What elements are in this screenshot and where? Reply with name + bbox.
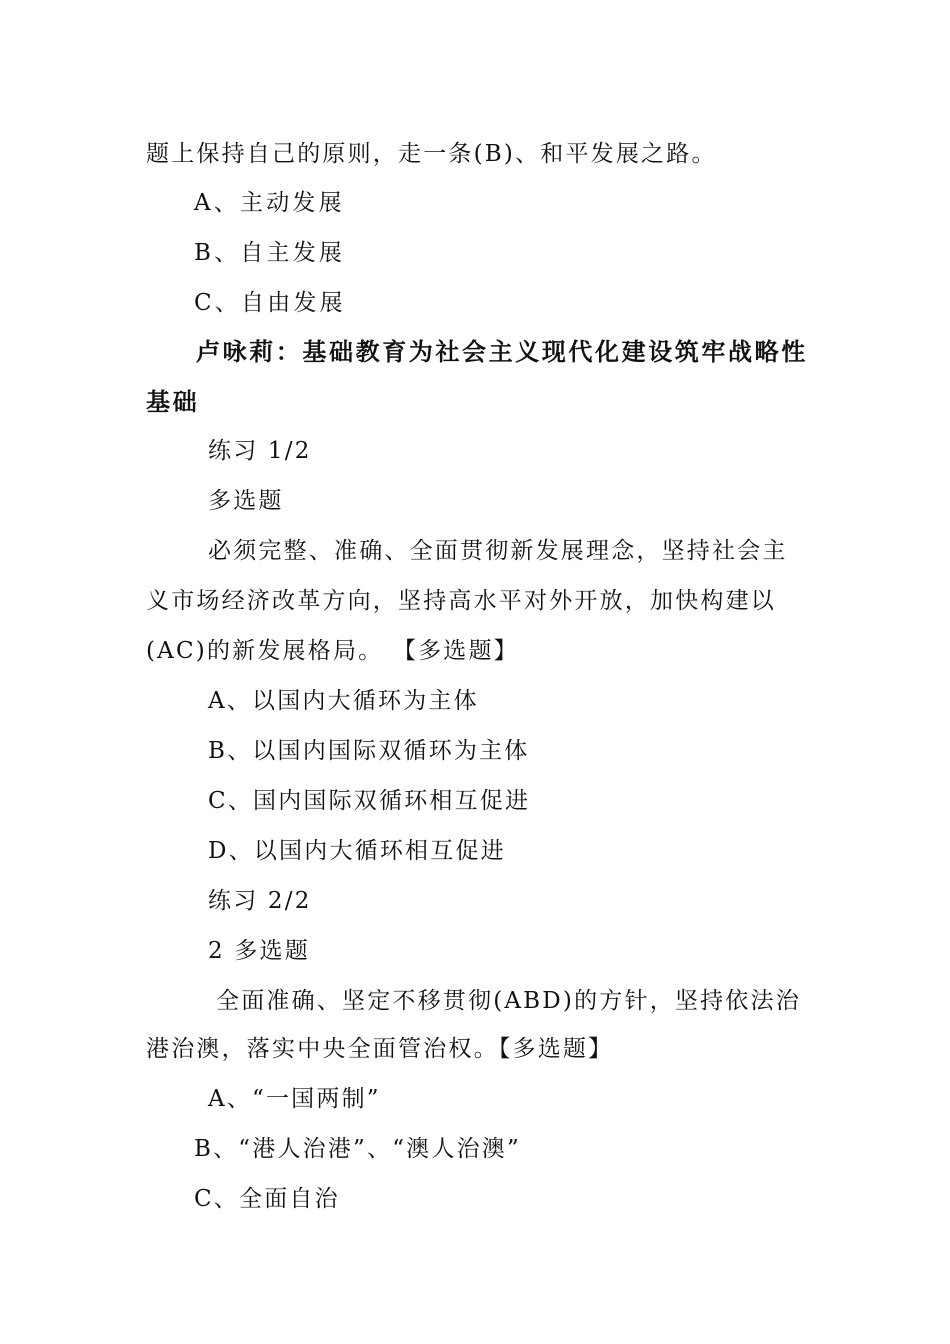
question-text-line-3: (AC)的新发展格局。 【多选题】 bbox=[146, 638, 519, 664]
option-c: C、全面自治 bbox=[194, 1186, 340, 1212]
option-a: A、以国内大循环为主体 bbox=[208, 688, 479, 714]
option-b: B、以国内国际双循环为主体 bbox=[208, 738, 530, 764]
question-type: 多选题 bbox=[208, 488, 284, 514]
exercise-label: 练习 2/2 bbox=[208, 888, 312, 914]
option-b: B、自主发展 bbox=[194, 240, 346, 266]
option-a: A、“一国两制” bbox=[208, 1086, 381, 1112]
section-title-line-2: 基础 bbox=[146, 388, 200, 416]
question-type: 2 多选题 bbox=[208, 938, 310, 964]
question-text-line-1: 全面准确、坚定不移贯彻(ABD)的方针，坚持依法治 bbox=[216, 988, 801, 1014]
question-tail-text: 题上保持自己的原则，走一条(B)、和平发展之路。 bbox=[146, 141, 717, 167]
option-b: B、“港人治港”、“澳人治澳” bbox=[194, 1136, 521, 1162]
question-text-line-1: 必须完整、准确、全面贯彻新发展理念，坚持社会主 bbox=[208, 538, 788, 564]
option-d: D、以国内大循环相互促进 bbox=[208, 838, 506, 864]
section-title-line-1: 卢咏莉：基础教育为社会主义现代化建设筑牢战略性 bbox=[196, 338, 808, 366]
option-c: C、国内国际双循环相互促进 bbox=[208, 788, 531, 814]
option-c: C、自由发展 bbox=[194, 290, 346, 316]
option-a: A、主动发展 bbox=[194, 190, 345, 216]
question-text-line-2: 港治澳，落实中央全面管治权。【多选题】 bbox=[146, 1036, 614, 1062]
exercise-label: 练习 1/2 bbox=[208, 438, 312, 464]
question-text-line-2: 义市场经济改革方向，坚持高水平对外开放，加快构建以 bbox=[146, 588, 776, 614]
